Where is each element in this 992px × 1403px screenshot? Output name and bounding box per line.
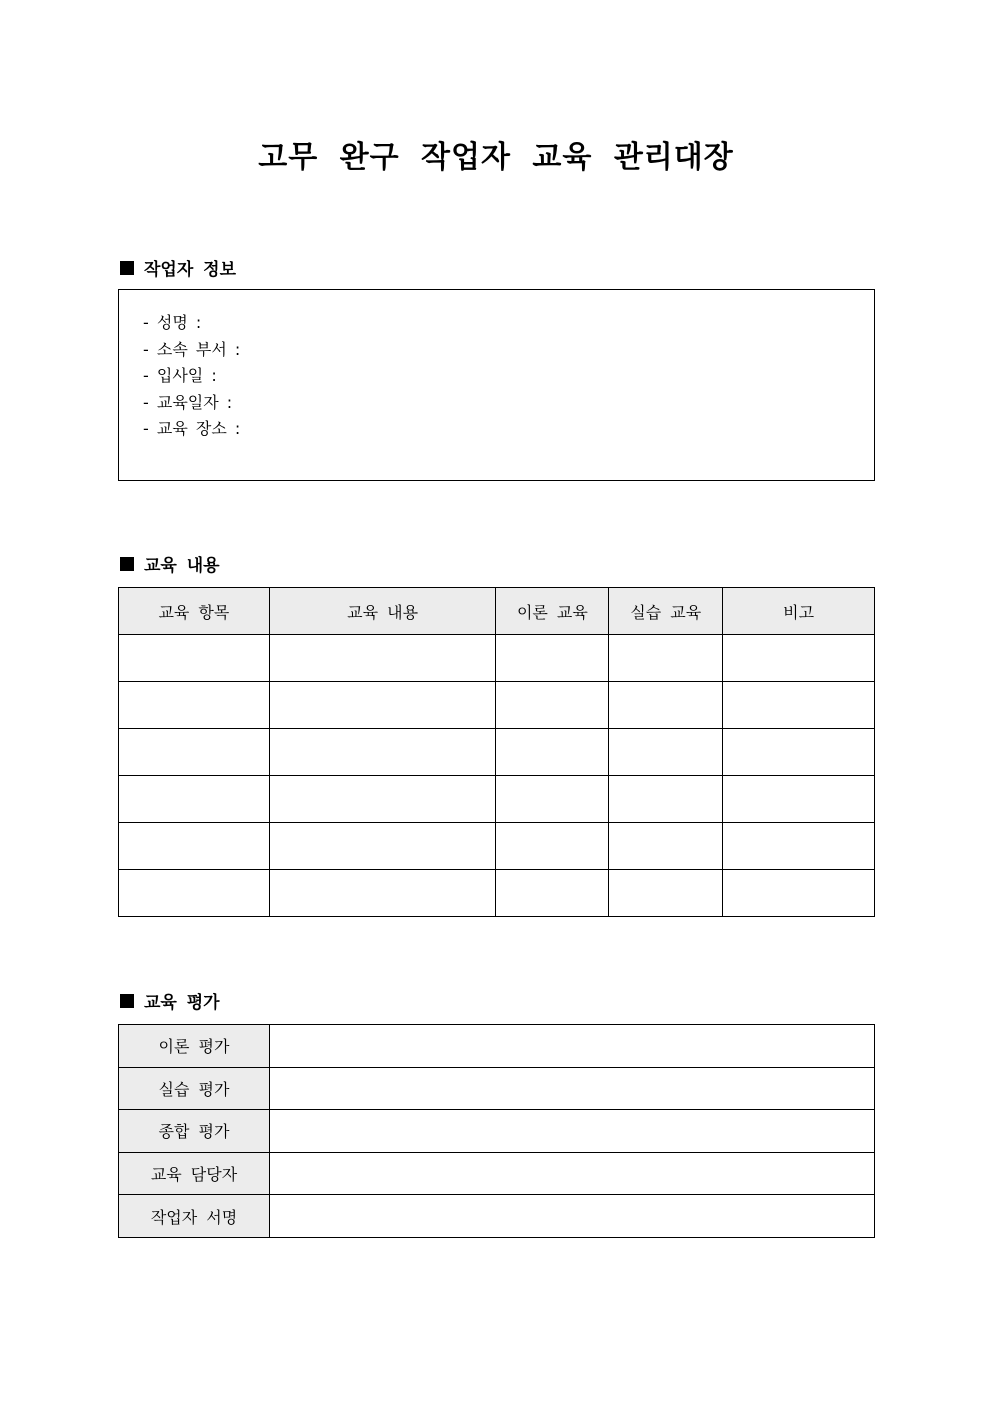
table-cell[interactable]	[609, 823, 723, 870]
field-name[interactable]: - 성명 :	[143, 313, 202, 332]
table-cell[interactable]	[496, 823, 609, 870]
section-heading-training-content	[120, 551, 220, 576]
table-cell[interactable]	[269, 682, 496, 729]
table-cell[interactable]	[496, 682, 609, 729]
section-heading-label: 작업자 정보	[144, 260, 237, 280]
column-header-remarks: 비고	[723, 588, 875, 635]
evaluation-label: 실습 평가	[119, 1067, 270, 1110]
table-cell[interactable]	[609, 682, 723, 729]
training-content-table	[118, 587, 875, 917]
column-header-practice: 실습 교육	[609, 588, 723, 635]
table-cell[interactable]	[119, 635, 270, 682]
table-cell[interactable]	[723, 823, 875, 870]
evaluation-label: 이론 평가	[119, 1025, 270, 1068]
evaluation-row-worker-signature	[119, 1195, 875, 1238]
table-cell[interactable]	[269, 776, 496, 823]
evaluation-value[interactable]	[270, 1110, 875, 1153]
table-cell[interactable]	[269, 729, 496, 776]
table-cell[interactable]	[723, 776, 875, 823]
table-cell[interactable]	[119, 682, 270, 729]
section-heading-label: 교육 내용	[144, 556, 220, 576]
table-row	[119, 682, 875, 729]
table-cell[interactable]	[269, 823, 496, 870]
evaluation-table	[118, 1024, 875, 1238]
evaluation-label: 작업자 서명	[119, 1195, 270, 1238]
square-bullet-icon	[120, 557, 134, 571]
worker-info-box	[118, 289, 875, 481]
evaluation-value[interactable]	[270, 1067, 875, 1110]
table-cell[interactable]	[119, 823, 270, 870]
document-title: 고무 완구 작업자 교육 관리대장	[258, 140, 734, 175]
evaluation-value[interactable]	[270, 1195, 875, 1238]
table-row	[119, 870, 875, 917]
section-heading-evaluation	[120, 988, 220, 1013]
square-bullet-icon	[120, 261, 134, 275]
table-row	[119, 776, 875, 823]
table-cell[interactable]	[723, 870, 875, 917]
column-header-theory: 이론 교육	[496, 588, 609, 635]
table-cell[interactable]	[723, 635, 875, 682]
evaluation-row-theory	[119, 1025, 875, 1068]
table-cell[interactable]	[609, 870, 723, 917]
table-cell[interactable]	[269, 635, 496, 682]
table-cell[interactable]	[119, 870, 270, 917]
field-training-date[interactable]: - 교육일자 :	[143, 392, 233, 412]
field-training-location[interactable]: - 교육 장소 :	[143, 419, 241, 438]
table-cell[interactable]	[119, 776, 270, 823]
column-header-item: 교육 항목	[119, 588, 270, 635]
evaluation-label: 종합 평가	[119, 1110, 270, 1153]
column-header-content: 교육 내용	[269, 588, 496, 635]
table-cell[interactable]	[269, 870, 496, 917]
section-heading-worker-info	[120, 255, 236, 280]
table-cell[interactable]	[496, 870, 609, 917]
square-bullet-icon	[120, 994, 134, 1008]
table-cell[interactable]	[119, 729, 270, 776]
field-department[interactable]: - 소속 부서 :	[143, 339, 241, 359]
table-row	[119, 729, 875, 776]
evaluation-row-instructor	[119, 1152, 875, 1195]
table-cell[interactable]	[496, 776, 609, 823]
evaluation-label: 교육 담당자	[119, 1152, 270, 1195]
table-row	[119, 823, 875, 870]
table-row	[119, 635, 875, 682]
evaluation-row-overall	[119, 1110, 875, 1153]
table-header-row	[119, 588, 875, 635]
section-heading-label: 교육 평가	[144, 993, 220, 1013]
table-cell[interactable]	[496, 729, 609, 776]
table-cell[interactable]	[723, 729, 875, 776]
evaluation-row-practice	[119, 1067, 875, 1110]
table-cell[interactable]	[723, 682, 875, 729]
table-cell[interactable]	[609, 776, 723, 823]
table-cell[interactable]	[496, 635, 609, 682]
table-cell[interactable]	[609, 729, 723, 776]
evaluation-value[interactable]	[270, 1025, 875, 1068]
table-cell[interactable]	[609, 635, 723, 682]
evaluation-value[interactable]	[270, 1152, 875, 1195]
field-hire-date[interactable]: - 입사일 :	[143, 366, 217, 385]
